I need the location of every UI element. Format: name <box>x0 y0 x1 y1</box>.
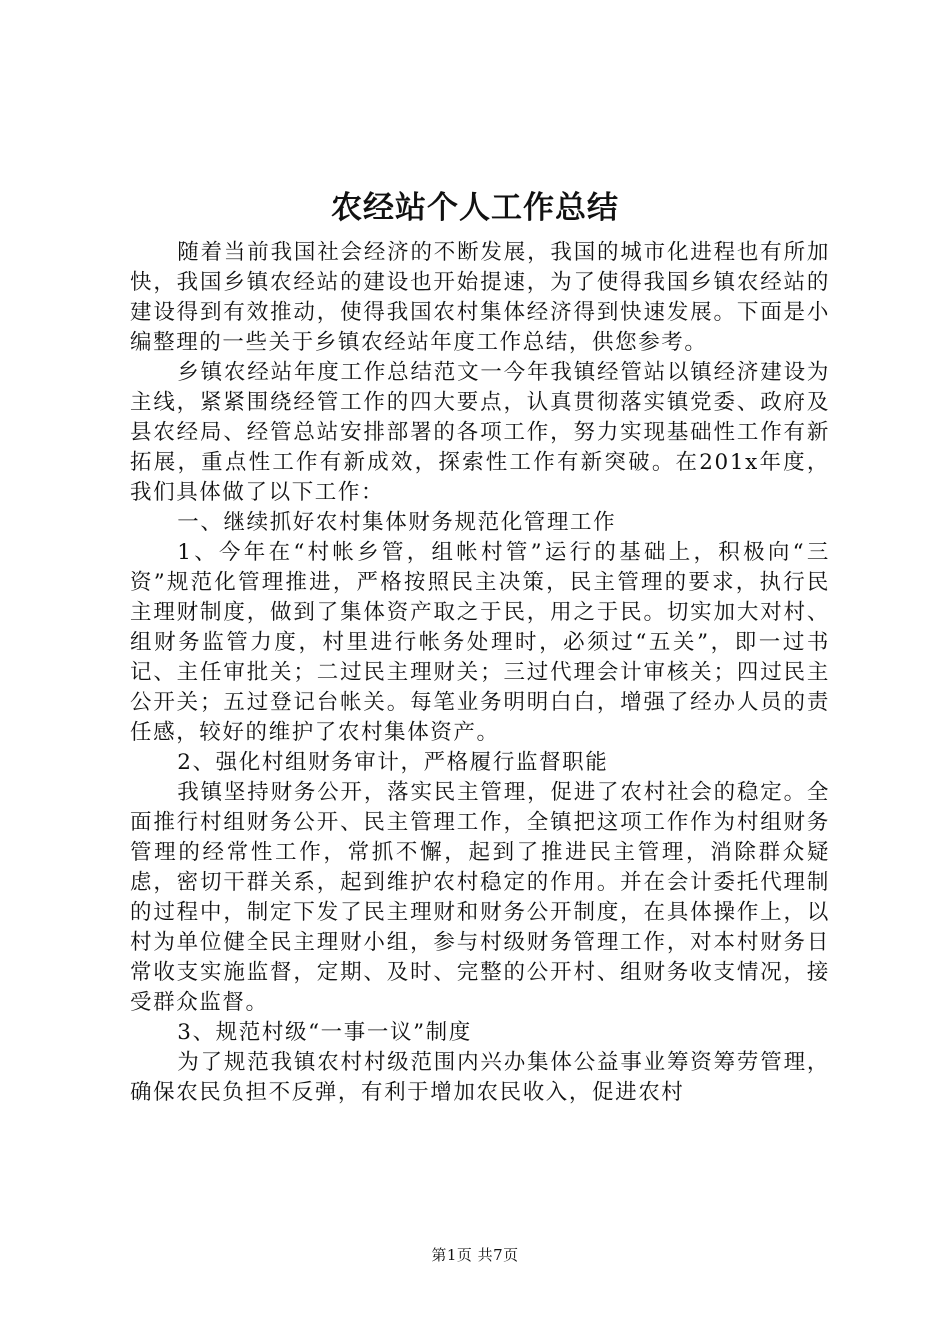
page-number-footer: 第1页 共7页 <box>431 1246 519 1264</box>
item-heading-3: 3、规范村级“一事一议”制度 <box>177 1020 472 1045</box>
document-body <box>130 238 830 1108</box>
paragraph-item-3: 为了规范我镇农村村级范围内兴办集体公益事业筹资筹劳管理，确保农民负担不反弹，有利于增加农民收入，促进农村 <box>130 1050 830 1105</box>
paragraph-intro: 随着当前我国社会经济的不断发展，我国的城市化进程也有所加快，我国乡镇农经站的建设也开始提速，为了使得我国乡镇农经站的建设得到有效推动，使得我国农村集体经济得到快速发展。下面是小编整理的一些关于乡镇农经站年度工作总结，供您参考。 <box>130 240 830 355</box>
paragraph-item-1: 1、今年在“村帐乡管，组帐村管”运行的基础上，积极向“三资”规范化管理推进，严格按照民主决策，民主管理的要求，执行民主理财制度，做到了集体资产取之于民，用之于民。切实加大对村、组财务监管力度，村里进行帐务处理时，必须过“五关”，即一过书记、主任审批关；二过民主理财关；三过代理会计审核关；四过民主公开关；五过登记台帐关。每笔业务明明白白，增强了经办人员的责任感，较好的维护了农村集体资产。 <box>130 540 830 745</box>
document-title: 农经站个人工作总结 <box>331 190 619 226</box>
paragraph-item-2: 我镇坚持财务公开，落实民主管理，促进了农村社会的稳定。全面推行村组财务公开、民主管理工作，全镇把这项工作作为村组财务管理的经常性工作，常抓不懈，起到了推进民主管理，消除群众疑虑，密切干群关系，起到维护农村稳定的作用。并在会计委托代理制的过程中，制定下发了民主理财和财务公开制度，在具体操作上，以村为单位健全民主理财小组，参与村级财务管理工作，对本村财务日常收支实施监督，定期、及时、完整的公开村、组财务收支情况，接受群众监督。 <box>130 780 830 1015</box>
paragraph-summary-overview: 乡镇农经站年度工作总结范文一今年我镇经管站以镇经济建设为主线，紧紧围绕经管工作的四大要点，认真贯彻落实镇党委、政府及县农经局、经管总站安排部署的各项工作，努力实现基础性工作有新拓展，重点性工作有新成效，探索性工作有新突破。在201x年度，我们具体做了以下工作： <box>130 360 830 505</box>
item-heading-2: 2、强化村组财务审计，严格履行监督职能 <box>177 750 609 775</box>
section-heading-1: 一、继续抓好农村集体财务规范化管理工作 <box>177 510 617 535</box>
